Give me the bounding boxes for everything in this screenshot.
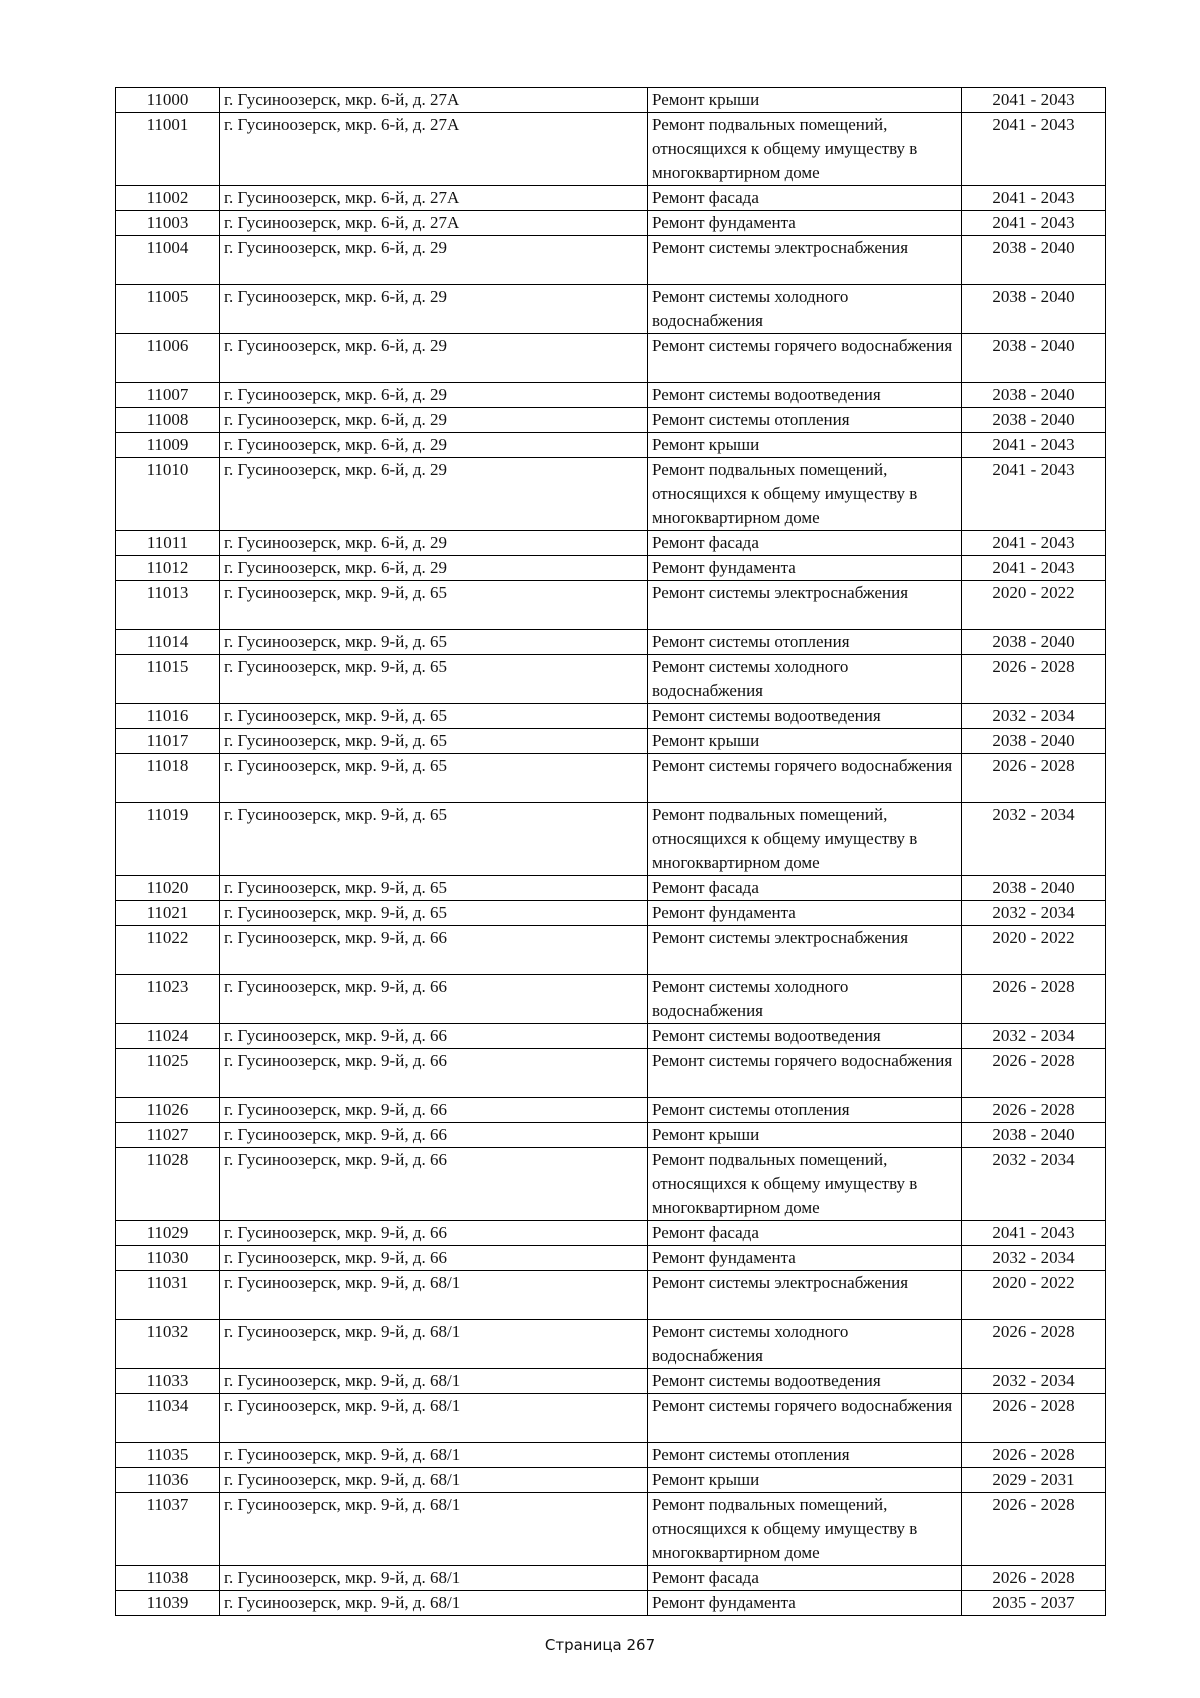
period-cell: 2038 - 2040 <box>962 236 1106 285</box>
address-cell: г. Гусиноозерск, мкр. 9-й, д. 66 <box>220 1123 648 1148</box>
table-row <box>116 1493 1106 1566</box>
table-row <box>116 1394 1106 1443</box>
address-cell: г. Гусиноозерск, мкр. 9-й, д. 68/1 <box>220 1271 648 1320</box>
address-cell: г. Гусиноозерск, мкр. 9-й, д. 66 <box>220 975 648 1024</box>
work-type-cell: Ремонт системы электроснабжения <box>648 1271 962 1320</box>
table-row <box>116 1148 1106 1221</box>
address-cell: г. Гусиноозерск, мкр. 6-й, д. 29 <box>220 458 648 531</box>
period-cell: 2026 - 2028 <box>962 1320 1106 1369</box>
row-number-cell: 11035 <box>116 1443 220 1468</box>
row-number-cell: 11014 <box>116 630 220 655</box>
row-number-cell: 11000 <box>116 88 220 113</box>
address-cell: г. Гусиноозерск, мкр. 9-й, д. 66 <box>220 1221 648 1246</box>
work-type-cell: Ремонт крыши <box>648 1123 962 1148</box>
work-type-cell: Ремонт системы холодного водоснабжения <box>648 1320 962 1369</box>
work-type-cell: Ремонт системы электроснабжения <box>648 926 962 975</box>
address-cell: г. Гусиноозерск, мкр. 9-й, д. 68/1 <box>220 1443 648 1468</box>
period-cell: 2041 - 2043 <box>962 88 1106 113</box>
address-cell: г. Гусиноозерск, мкр. 9-й, д. 66 <box>220 1246 648 1271</box>
address-cell: г. Гусиноозерск, мкр. 9-й, д. 65 <box>220 630 648 655</box>
address-cell: г. Гусиноозерск, мкр. 9-й, д. 66 <box>220 1024 648 1049</box>
row-number-cell: 11005 <box>116 285 220 334</box>
work-type-cell: Ремонт системы холодного водоснабжения <box>648 285 962 334</box>
row-number-cell: 11021 <box>116 901 220 926</box>
table-row <box>116 458 1106 531</box>
row-number-cell: 11027 <box>116 1123 220 1148</box>
table-row <box>116 1369 1106 1394</box>
address-cell: г. Гусиноозерск, мкр. 9-й, д. 65 <box>220 655 648 704</box>
row-number-cell: 11001 <box>116 113 220 186</box>
period-cell: 2032 - 2034 <box>962 803 1106 876</box>
row-number-cell: 11031 <box>116 1271 220 1320</box>
row-number-cell: 11015 <box>116 655 220 704</box>
period-cell: 2026 - 2028 <box>962 1443 1106 1468</box>
address-cell: г. Гусиноозерск, мкр. 9-й, д. 68/1 <box>220 1468 648 1493</box>
period-cell: 2026 - 2028 <box>962 1493 1106 1566</box>
work-type-cell: Ремонт системы водоотведения <box>648 1024 962 1049</box>
row-number-cell: 11038 <box>116 1566 220 1591</box>
table-row <box>116 1024 1106 1049</box>
period-cell: 2032 - 2034 <box>962 1246 1106 1271</box>
row-number-cell: 11010 <box>116 458 220 531</box>
work-type-cell: Ремонт фундамента <box>648 211 962 236</box>
table-row <box>116 211 1106 236</box>
table-row <box>116 113 1106 186</box>
work-type-cell: Ремонт фасада <box>648 1566 962 1591</box>
address-cell: г. Гусиноозерск, мкр. 9-й, д. 66 <box>220 1049 648 1098</box>
address-cell: г. Гусиноозерск, мкр. 9-й, д. 68/1 <box>220 1493 648 1566</box>
period-cell: 2041 - 2043 <box>962 113 1106 186</box>
period-cell: 2026 - 2028 <box>962 754 1106 803</box>
row-number-cell: 11025 <box>116 1049 220 1098</box>
work-type-cell: Ремонт системы водоотведения <box>648 704 962 729</box>
table-row <box>116 285 1106 334</box>
address-cell: г. Гусиноозерск, мкр. 9-й, д. 66 <box>220 926 648 975</box>
period-cell: 2020 - 2022 <box>962 926 1106 975</box>
period-cell: 2038 - 2040 <box>962 383 1106 408</box>
row-number-cell: 11036 <box>116 1468 220 1493</box>
row-number-cell: 11033 <box>116 1369 220 1394</box>
table-row <box>116 531 1106 556</box>
row-number-cell: 11019 <box>116 803 220 876</box>
period-cell: 2029 - 2031 <box>962 1468 1106 1493</box>
address-cell: г. Гусиноозерск, мкр. 6-й, д. 29 <box>220 556 648 581</box>
table-row <box>116 581 1106 630</box>
row-number-cell: 11013 <box>116 581 220 630</box>
table-row <box>116 1221 1106 1246</box>
table-row <box>116 1098 1106 1123</box>
address-cell: г. Гусиноозерск, мкр. 6-й, д. 29 <box>220 383 648 408</box>
address-cell: г. Гусиноозерск, мкр. 9-й, д. 68/1 <box>220 1566 648 1591</box>
address-cell: г. Гусиноозерск, мкр. 9-й, д. 68/1 <box>220 1394 648 1443</box>
address-cell: г. Гусиноозерск, мкр. 9-й, д. 68/1 <box>220 1320 648 1369</box>
table-row <box>116 433 1106 458</box>
table-row <box>116 1049 1106 1098</box>
work-type-cell: Ремонт фасада <box>648 186 962 211</box>
period-cell: 2038 - 2040 <box>962 1123 1106 1148</box>
address-cell: г. Гусиноозерск, мкр. 9-й, д. 68/1 <box>220 1369 648 1394</box>
row-number-cell: 11029 <box>116 1221 220 1246</box>
table-row <box>116 334 1106 383</box>
table-row <box>116 630 1106 655</box>
work-type-cell: Ремонт подвальных помещений, относящихся к общему имуществу в многоквартирном доме <box>648 458 962 531</box>
table-row <box>116 408 1106 433</box>
table-row <box>116 1320 1106 1369</box>
table-row <box>116 1443 1106 1468</box>
address-cell: г. Гусиноозерск, мкр. 9-й, д. 65 <box>220 754 648 803</box>
address-cell: г. Гусиноозерск, мкр. 9-й, д. 65 <box>220 803 648 876</box>
period-cell: 2032 - 2034 <box>962 704 1106 729</box>
period-cell: 2032 - 2034 <box>962 1148 1106 1221</box>
work-type-cell: Ремонт фундамента <box>648 1246 962 1271</box>
work-type-cell: Ремонт системы отопления <box>648 1443 962 1468</box>
row-number-cell: 11030 <box>116 1246 220 1271</box>
period-cell: 2038 - 2040 <box>962 876 1106 901</box>
period-cell: 2041 - 2043 <box>962 531 1106 556</box>
row-number-cell: 11037 <box>116 1493 220 1566</box>
page-number: Страница 267 <box>544 1636 656 1654</box>
table-row <box>116 803 1106 876</box>
row-number-cell: 11026 <box>116 1098 220 1123</box>
row-number-cell: 11016 <box>116 704 220 729</box>
work-type-cell: Ремонт крыши <box>648 729 962 754</box>
row-number-cell: 11023 <box>116 975 220 1024</box>
work-type-cell: Ремонт подвальных помещений, относящихся к общему имуществу в многоквартирном доме <box>648 113 962 186</box>
period-cell: 2041 - 2043 <box>962 556 1106 581</box>
period-cell: 2041 - 2043 <box>962 1221 1106 1246</box>
table-row <box>116 186 1106 211</box>
period-cell: 2038 - 2040 <box>962 630 1106 655</box>
row-number-cell: 11032 <box>116 1320 220 1369</box>
table-row <box>116 1123 1106 1148</box>
work-type-cell: Ремонт системы отопления <box>648 408 962 433</box>
address-cell: г. Гусиноозерск, мкр. 6-й, д. 29 <box>220 236 648 285</box>
work-type-cell: Ремонт фундамента <box>648 556 962 581</box>
table-row <box>116 1591 1106 1616</box>
period-cell: 2026 - 2028 <box>962 1394 1106 1443</box>
table-row <box>116 1271 1106 1320</box>
row-number-cell: 11002 <box>116 186 220 211</box>
address-cell: г. Гусиноозерск, мкр. 6-й, д. 27А <box>220 88 648 113</box>
address-cell: г. Гусиноозерск, мкр. 9-й, д. 65 <box>220 876 648 901</box>
table-row <box>116 236 1106 285</box>
work-type-cell: Ремонт системы электроснабжения <box>648 236 962 285</box>
row-number-cell: 11006 <box>116 334 220 383</box>
work-type-cell: Ремонт подвальных помещений, относящихся к общему имуществу в многоквартирном доме <box>648 803 962 876</box>
repair-schedule-table <box>115 87 1106 1616</box>
work-type-cell: Ремонт системы отопления <box>648 630 962 655</box>
period-cell: 2038 - 2040 <box>962 285 1106 334</box>
work-type-cell: Ремонт системы отопления <box>648 1098 962 1123</box>
work-type-cell: Ремонт фундамента <box>648 901 962 926</box>
address-cell: г. Гусиноозерск, мкр. 9-й, д. 65 <box>220 901 648 926</box>
table-row <box>116 1246 1106 1271</box>
row-number-cell: 11022 <box>116 926 220 975</box>
period-cell: 2041 - 2043 <box>962 433 1106 458</box>
period-cell: 2026 - 2028 <box>962 1098 1106 1123</box>
row-number-cell: 11003 <box>116 211 220 236</box>
row-number-cell: 11018 <box>116 754 220 803</box>
row-number-cell: 11017 <box>116 729 220 754</box>
work-type-cell: Ремонт крыши <box>648 433 962 458</box>
table-row <box>116 876 1106 901</box>
work-type-cell: Ремонт крыши <box>648 1468 962 1493</box>
table-row <box>116 729 1106 754</box>
row-number-cell: 11009 <box>116 433 220 458</box>
row-number-cell: 11028 <box>116 1148 220 1221</box>
work-type-cell: Ремонт фасада <box>648 531 962 556</box>
row-number-cell: 11034 <box>116 1394 220 1443</box>
table-row <box>116 926 1106 975</box>
address-cell: г. Гусиноозерск, мкр. 6-й, д. 29 <box>220 334 648 383</box>
table-row <box>116 704 1106 729</box>
table-row <box>116 655 1106 704</box>
address-cell: г. Гусиноозерск, мкр. 9-й, д. 65 <box>220 704 648 729</box>
row-number-cell: 11039 <box>116 1591 220 1616</box>
table-row <box>116 1468 1106 1493</box>
work-type-cell: Ремонт системы холодного водоснабжения <box>648 975 962 1024</box>
period-cell: 2041 - 2043 <box>962 458 1106 531</box>
period-cell: 2026 - 2028 <box>962 1566 1106 1591</box>
table-row <box>116 556 1106 581</box>
work-type-cell: Ремонт крыши <box>648 88 962 113</box>
work-type-cell: Ремонт системы горячего водоснабжения <box>648 334 962 383</box>
work-type-cell: Ремонт системы горячего водоснабжения <box>648 1049 962 1098</box>
period-cell: 2038 - 2040 <box>962 334 1106 383</box>
table-row <box>116 88 1106 113</box>
period-cell: 2026 - 2028 <box>962 1049 1106 1098</box>
table-row <box>116 975 1106 1024</box>
work-type-cell: Ремонт фасада <box>648 876 962 901</box>
period-cell: 2038 - 2040 <box>962 729 1106 754</box>
period-cell: 2038 - 2040 <box>962 408 1106 433</box>
period-cell: 2026 - 2028 <box>962 975 1106 1024</box>
address-cell: г. Гусиноозерск, мкр. 6-й, д. 29 <box>220 285 648 334</box>
period-cell: 2026 - 2028 <box>962 655 1106 704</box>
period-cell: 2032 - 2034 <box>962 1024 1106 1049</box>
work-type-cell: Ремонт подвальных помещений, относящихся к общему имуществу в многоквартирном доме <box>648 1148 962 1221</box>
period-cell: 2041 - 2043 <box>962 186 1106 211</box>
row-number-cell: 11004 <box>116 236 220 285</box>
address-cell: г. Гусиноозерск, мкр. 9-й, д. 66 <box>220 1148 648 1221</box>
row-number-cell: 11007 <box>116 383 220 408</box>
work-type-cell: Ремонт системы горячего водоснабжения <box>648 754 962 803</box>
row-number-cell: 11020 <box>116 876 220 901</box>
work-type-cell: Ремонт системы холодного водоснабжения <box>648 655 962 704</box>
table-row <box>116 383 1106 408</box>
address-cell: г. Гусиноозерск, мкр. 9-й, д. 66 <box>220 1098 648 1123</box>
period-cell: 2035 - 2037 <box>962 1591 1106 1616</box>
work-type-cell: Ремонт системы электроснабжения <box>648 581 962 630</box>
period-cell: 2032 - 2034 <box>962 1369 1106 1394</box>
address-cell: г. Гусиноозерск, мкр. 6-й, д. 27А <box>220 186 648 211</box>
period-cell: 2032 - 2034 <box>962 901 1106 926</box>
table-body <box>116 88 1106 1616</box>
table-row <box>116 1566 1106 1591</box>
work-type-cell: Ремонт подвальных помещений, относящихся к общему имуществу в многоквартирном доме <box>648 1493 962 1566</box>
address-cell: г. Гусиноозерск, мкр. 6-й, д. 27А <box>220 113 648 186</box>
row-number-cell: 11012 <box>116 556 220 581</box>
address-cell: г. Гусиноозерск, мкр. 6-й, д. 29 <box>220 408 648 433</box>
work-type-cell: Ремонт системы водоотведения <box>648 1369 962 1394</box>
period-cell: 2041 - 2043 <box>962 211 1106 236</box>
table-row <box>116 754 1106 803</box>
work-type-cell: Ремонт фундамента <box>648 1591 962 1616</box>
address-cell: г. Гусиноозерск, мкр. 9-й, д. 65 <box>220 581 648 630</box>
address-cell: г. Гусиноозерск, мкр. 9-й, д. 68/1 <box>220 1591 648 1616</box>
work-type-cell: Ремонт фасада <box>648 1221 962 1246</box>
address-cell: г. Гусиноозерск, мкр. 6-й, д. 29 <box>220 433 648 458</box>
work-type-cell: Ремонт системы водоотведения <box>648 383 962 408</box>
row-number-cell: 11011 <box>116 531 220 556</box>
period-cell: 2020 - 2022 <box>962 581 1106 630</box>
address-cell: г. Гусиноозерск, мкр. 6-й, д. 29 <box>220 531 648 556</box>
row-number-cell: 11024 <box>116 1024 220 1049</box>
address-cell: г. Гусиноозерск, мкр. 9-й, д. 65 <box>220 729 648 754</box>
work-type-cell: Ремонт системы горячего водоснабжения <box>648 1394 962 1443</box>
row-number-cell: 11008 <box>116 408 220 433</box>
period-cell: 2020 - 2022 <box>962 1271 1106 1320</box>
table-row <box>116 901 1106 926</box>
address-cell: г. Гусиноозерск, мкр. 6-й, д. 27А <box>220 211 648 236</box>
